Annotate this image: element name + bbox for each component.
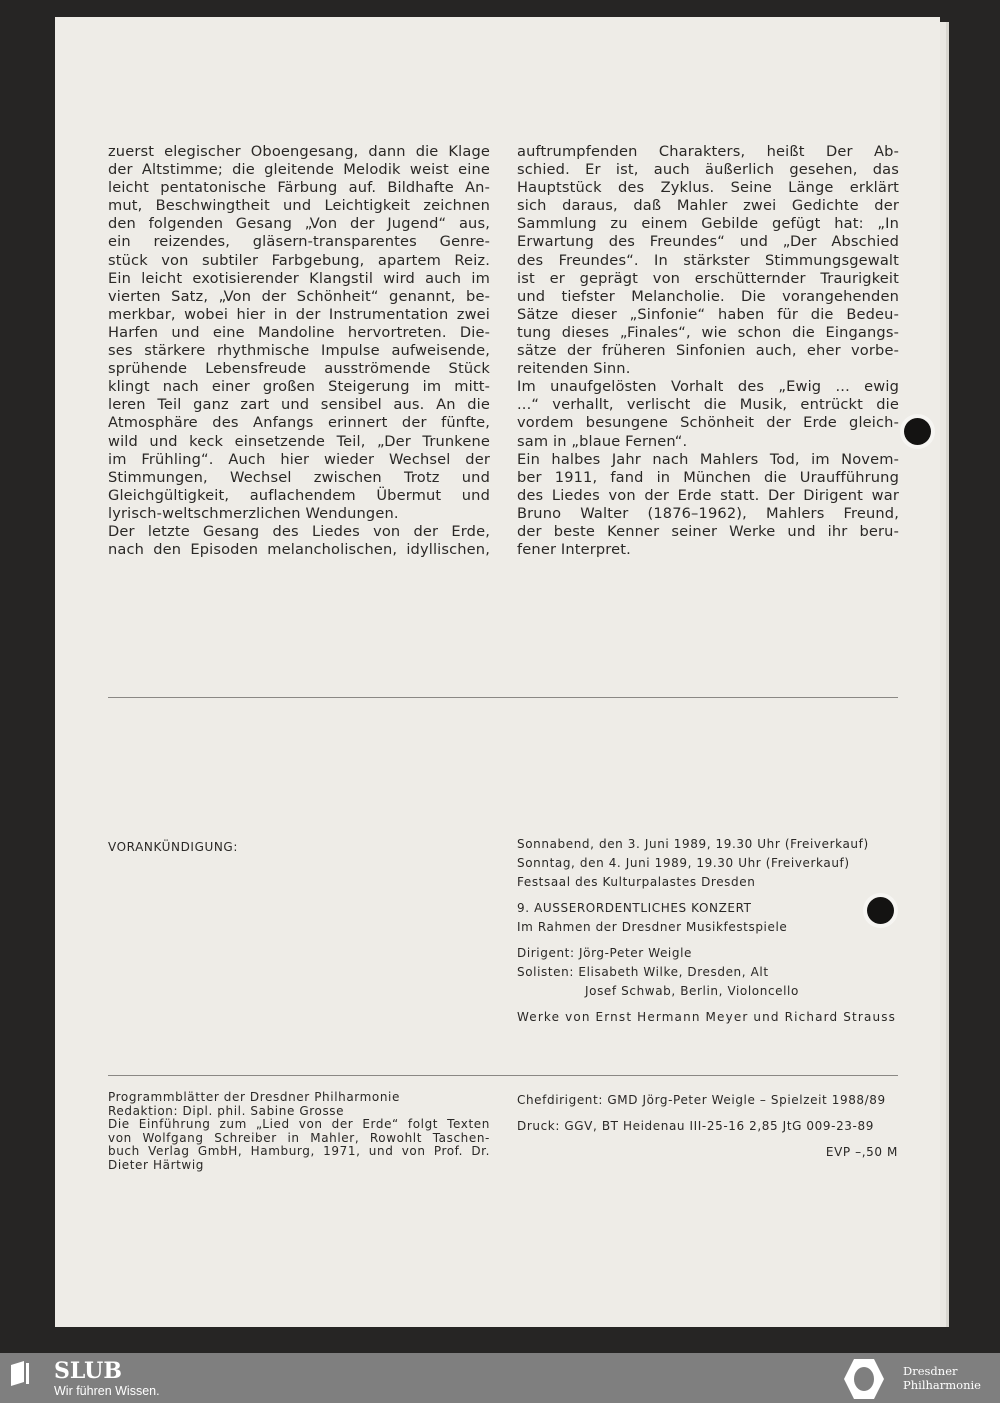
concert-title: 9. AUSSERORDENTLICHES KONZERT <box>517 901 752 915</box>
text-line: Sammlung zu einem Gebilde gefügt hat: „In <box>517 215 899 233</box>
text-column-right <box>517 143 899 559</box>
text-line: fener Interpret. <box>517 541 631 559</box>
text-line: ein reizendes, gläsern-transparentes Genre- <box>108 233 490 251</box>
text-line: sich daraus, daß Mahler zwei Gedichte der <box>517 197 899 215</box>
text-line: mut, Beschwingtheit und Leichtigkeit zeichnen <box>108 197 490 215</box>
text-line: leicht pentatonische Färbung auf. Bildhafte An- <box>108 179 490 197</box>
text-line: Ein leicht exotisierender Klangstil wird auch im <box>108 269 490 287</box>
text-line: reitenden Sinn. <box>517 360 631 378</box>
text-line: und tiefster Melancholie. Die vorangehenden <box>517 287 899 305</box>
text-line: Atmosphäre des Anfangs erinnert der fünfte, <box>108 414 490 432</box>
text-line: vierten Satz, „Von der Schönheit“ genannt, be- <box>108 287 490 305</box>
text-line: Dieter Härtwig <box>108 1157 204 1172</box>
text-line: der Altstimme; die gleitende Melodik weist eine <box>108 161 490 179</box>
philharmonie-name-line-1: Dresdner <box>903 1364 958 1378</box>
soloist-1: Solisten: Elisabeth Wilke, Dresden, Alt <box>517 965 769 979</box>
concert-context: Im Rahmen der Dresdner Musikfestspiele <box>517 920 788 934</box>
text-line: des Liedes von der Erde statt. Der Dirigent war <box>517 486 899 504</box>
text-line: Der letzte Gesang des Liedes von der Erde, <box>108 522 490 540</box>
text-line: des Freundes“. In stärkster Stimmungsgewalt <box>517 251 899 269</box>
text-line: merkbar, wobei hier in der Instrumentation zwei <box>108 305 490 323</box>
text-line: Redaktion: Dipl. phil. Sabine Grosse <box>108 1103 345 1118</box>
philharmonie-name <box>903 1364 981 1392</box>
text-line: sam in „blaue Fernen“. <box>517 432 688 450</box>
divider <box>108 697 898 698</box>
announcement-heading: VORANKÜNDIGUNG: <box>108 840 238 854</box>
text-line: vordem besungene Schönheit der Erde gleich- <box>517 414 899 432</box>
concert-venue: Festsaal des Kulturpalastes Dresden <box>517 875 756 889</box>
text-line: Programmblätter der Dresdner Philharmonie <box>108 1090 400 1104</box>
philharmonie-name-line-2: Philharmonie <box>903 1378 981 1392</box>
text-line: klingt nach einer großen Steigerung im mitt- <box>108 378 490 396</box>
text-line: Im unaufgelösten Vorhalt des „Ewig ... ewig <box>517 378 899 396</box>
slub-tagline: Wir führen Wissen. <box>54 1384 160 1398</box>
credits <box>517 1091 898 1169</box>
text-line: ber 1911, fand in München die Uraufführung <box>517 468 899 486</box>
text-line: sprühende Lebensfreude ausströmende Stück <box>108 360 490 378</box>
text-line: Bruno Walter (1876–1962), Mahlers Freund, <box>517 504 899 522</box>
text-column-left <box>108 143 490 559</box>
text-line: nach den Episoden melancholischen, idyllischen, <box>108 541 490 559</box>
punch-hole <box>904 418 931 445</box>
text-line: Gleichgültigkeit, auflachendem Übermut und <box>108 486 490 504</box>
text-line: wild und keck einsetzende Teil, „Der Trunkene <box>108 432 490 450</box>
divider <box>108 1075 898 1076</box>
conductor: Dirigent: Jörg-Peter Weigle <box>517 946 693 960</box>
text-line: ist er geprägt von erschütternder Traurigkeit <box>517 269 899 287</box>
text-line: den folgenden Gesang „Von der Jugend“ aus, <box>108 215 490 233</box>
text-line: im Frühling“. Auch hier wieder Wechsel der <box>108 450 490 468</box>
text-line: von Wolfgang Schreiber in Mahler, Rowohlt Taschen- <box>108 1130 490 1145</box>
text-line: Die Einführung zum „Lied von der Erde“ folgt Texten <box>108 1117 490 1131</box>
text-line: leren Teil ganz zart und sensibel aus. An die <box>108 396 490 414</box>
announcement-details <box>517 835 896 1027</box>
text-line: ...“ verhallt, verlischt die Musik, entrückt die <box>517 396 899 414</box>
text-line: Hauptstück des Zyklus. Seine Länge erklärt <box>517 179 899 197</box>
text-line: Harfen und eine Mandoline hervortreten. Die- <box>108 323 490 341</box>
price: EVP –,50 M <box>825 1145 898 1159</box>
text-line: ses stärkere rhythmische Impulse aufweisende, <box>108 342 490 360</box>
slub-logo-text: SLUB <box>54 1358 122 1384</box>
footer-bar <box>0 1353 1000 1403</box>
text-line: stück von subtiler Farbgebung, apartem Reiz. <box>108 251 490 269</box>
print-info: Druck: GGV, BT Heidenau III-25-16 2,85 JtG 009-23-89 <box>517 1119 874 1133</box>
text-line: Erwartung des Freundes“ und „Der Abschied <box>517 233 899 251</box>
text-line: buch Verlag GmbH, Hamburg, 1971, und von Prof. Dr. <box>108 1144 490 1158</box>
text-line: schied. Er ist, auch äußerlich gesehen, das <box>517 161 899 179</box>
text-line: auftrumpfenden Charakters, heißt Der Ab- <box>517 143 899 160</box>
text-line: Stimmungen, Wechsel zwischen Trotz und <box>108 468 490 486</box>
concert-date-2: Sonntag, den 4. Juni 1989, 19.30 Uhr (Freiverkauf) <box>517 856 850 870</box>
soloist-2: Josef Schwab, Berlin, Violoncello <box>585 984 799 998</box>
slub-book-icon <box>11 1361 29 1386</box>
imprint <box>108 1091 490 1172</box>
text-line: sätze der früheren Sinfonien auch, eher vorbe- <box>517 342 899 360</box>
philharmonie-logo-icon <box>843 1357 885 1401</box>
announcement-label <box>108 838 238 857</box>
text-line: lyrisch-weltschmerzlichen Wendungen. <box>108 504 399 522</box>
text-line: tung dieses „Finales“, wie schon die Eingangs- <box>517 323 899 341</box>
text-line: der beste Kenner seiner Werke und ihr beru- <box>517 522 899 540</box>
concert-date-1: Sonnabend, den 3. Juni 1989, 19.30 Uhr (Freiverkauf) <box>517 837 869 851</box>
text-line: Sätze dieser „Sinfonie“ haben für die Bedeu- <box>517 305 899 323</box>
text-line: Ein halbes Jahr nach Mahlers Tod, im Novem- <box>517 450 899 468</box>
text-line: zuerst elegischer Oboengesang, dann die Klage <box>108 143 490 160</box>
concert-works: Werke von Ernst Hermann Meyer und Richard Strauss <box>517 1010 897 1024</box>
chief-conductor: Chefdirigent: GMD Jörg-Peter Weigle – Spielzeit 1988/89 <box>517 1093 886 1107</box>
